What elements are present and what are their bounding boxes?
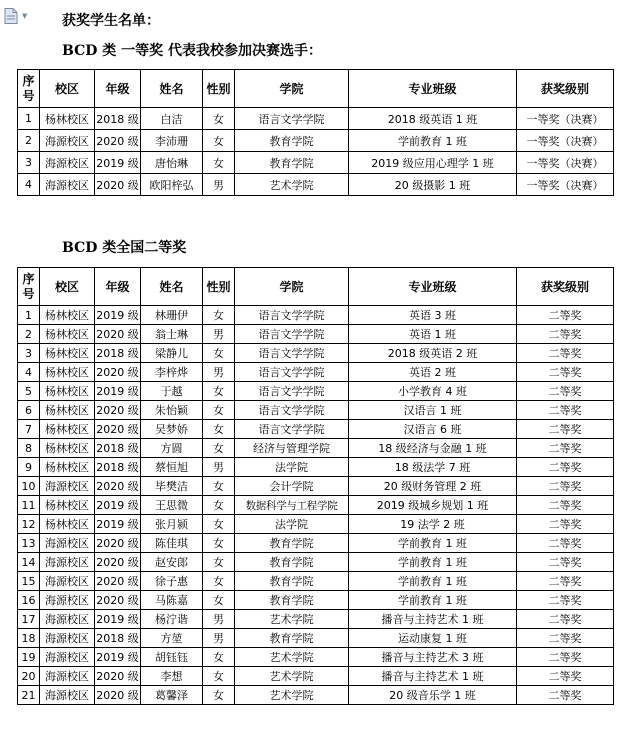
cell-name: 于越 xyxy=(141,382,203,401)
cell-campus: 杨林校区 xyxy=(40,306,95,325)
table-row xyxy=(18,534,614,553)
cell-major-class: 英语 3 班 xyxy=(349,306,517,325)
cell-major-class: 20 级摄影 1 班 xyxy=(349,174,517,196)
cell-grade: 2020 级 xyxy=(95,667,141,686)
cell-name: 唐怡琳 xyxy=(141,152,203,174)
cell-name: 朱怡颖 xyxy=(141,401,203,420)
cell-gender: 女 xyxy=(203,648,235,667)
table-row xyxy=(18,572,614,591)
cell-grade: 2020 级 xyxy=(95,572,141,591)
cell-campus: 海源校区 xyxy=(40,610,95,629)
cell-seq: 9 xyxy=(18,458,40,477)
cell-grade: 2018 级 xyxy=(95,439,141,458)
header-seq: 序 号 xyxy=(18,70,40,108)
cell-campus: 杨林校区 xyxy=(40,325,95,344)
cell-seq: 4 xyxy=(18,363,40,382)
cell-gender: 男 xyxy=(203,363,235,382)
cell-campus: 杨林校区 xyxy=(40,401,95,420)
cell-award-level: 二等奖 xyxy=(517,667,614,686)
cell-name: 吴梦娇 xyxy=(141,420,203,439)
cell-major-class: 播音与主持艺术 1 班 xyxy=(349,667,517,686)
cell-award-level: 二等奖 xyxy=(517,420,614,439)
header-award-level: 获奖级别 xyxy=(517,70,614,108)
cell-college: 语言文学学院 xyxy=(235,325,349,344)
cell-major-class: 20 级财务管理 2 班 xyxy=(349,477,517,496)
cell-gender: 女 xyxy=(203,496,235,515)
table-header-row xyxy=(18,268,614,306)
table-row xyxy=(18,591,614,610)
cell-seq: 11 xyxy=(18,496,40,515)
cell-award-level: 二等奖 xyxy=(517,363,614,382)
table-row xyxy=(18,130,614,152)
cell-campus: 海源校区 xyxy=(40,648,95,667)
cell-college: 教育学院 xyxy=(235,572,349,591)
cell-campus: 杨林校区 xyxy=(40,363,95,382)
cell-name: 李梓烨 xyxy=(141,363,203,382)
cell-seq: 4 xyxy=(18,174,40,196)
page-title: 获奖学生名单： xyxy=(62,13,160,29)
cell-college: 语言文学学院 xyxy=(235,420,349,439)
cell-gender: 女 xyxy=(203,439,235,458)
cell-name: 王思微 xyxy=(141,496,203,515)
cell-campus: 海源校区 xyxy=(40,629,95,648)
cell-major-class: 2018 级英语 2 班 xyxy=(349,344,517,363)
cell-seq: 5 xyxy=(18,382,40,401)
cell-college: 语言文学学院 xyxy=(235,401,349,420)
cell-grade: 2019 级 xyxy=(95,648,141,667)
section-title-first-prize: BCD 类 一等奖 代表我校参加决赛选手： xyxy=(62,43,322,59)
cell-college: 法学院 xyxy=(235,515,349,534)
cell-gender: 女 xyxy=(203,591,235,610)
cell-gender: 男 xyxy=(203,610,235,629)
table-header-row xyxy=(18,70,614,108)
cell-campus: 杨林校区 xyxy=(40,439,95,458)
document-icon[interactable] xyxy=(4,8,18,24)
table-row xyxy=(18,152,614,174)
cell-seq: 2 xyxy=(18,325,40,344)
table-row xyxy=(18,174,614,196)
cell-gender: 女 xyxy=(203,420,235,439)
header-gender: 性别 xyxy=(203,70,235,108)
cell-grade: 2019 级 xyxy=(95,515,141,534)
cell-gender: 男 xyxy=(203,325,235,344)
table-row xyxy=(18,108,614,130)
table-row xyxy=(18,553,614,572)
table-row xyxy=(18,401,614,420)
cell-name: 白洁 xyxy=(141,108,203,130)
table-row xyxy=(18,629,614,648)
cell-major-class: 2018 级英语 1 班 xyxy=(349,108,517,130)
table-row xyxy=(18,477,614,496)
cell-campus: 杨林校区 xyxy=(40,496,95,515)
cell-gender: 女 xyxy=(203,572,235,591)
cell-grade: 2020 级 xyxy=(95,401,141,420)
header-major-class: 专业班级 xyxy=(349,268,517,306)
cell-grade: 2018 级 xyxy=(95,458,141,477)
cell-name: 梁静儿 xyxy=(141,344,203,363)
cell-seq: 15 xyxy=(18,572,40,591)
header-college: 学院 xyxy=(235,70,349,108)
cell-college: 语言文学学院 xyxy=(235,344,349,363)
cell-gender: 男 xyxy=(203,629,235,648)
cell-campus: 海源校区 xyxy=(40,477,95,496)
cell-major-class: 小学教育 4 班 xyxy=(349,382,517,401)
table-row xyxy=(18,439,614,458)
cell-grade: 2019 级 xyxy=(95,306,141,325)
table-row xyxy=(18,363,614,382)
cell-major-class: 学前教育 1 班 xyxy=(349,591,517,610)
cell-seq: 12 xyxy=(18,515,40,534)
cell-gender: 女 xyxy=(203,306,235,325)
cell-gender: 女 xyxy=(203,515,235,534)
cell-college: 数据科学与工程学院 xyxy=(235,496,349,515)
header-name: 姓名 xyxy=(141,70,203,108)
cell-name: 毕樊洁 xyxy=(141,477,203,496)
cell-seq: 13 xyxy=(18,534,40,553)
cell-gender: 女 xyxy=(203,667,235,686)
cell-campus: 海源校区 xyxy=(40,152,95,174)
cell-gender: 女 xyxy=(203,344,235,363)
cell-award-level: 二等奖 xyxy=(517,610,614,629)
cell-major-class: 英语 2 班 xyxy=(349,363,517,382)
cell-major-class: 学前教育 1 班 xyxy=(349,572,517,591)
cell-college: 艺术学院 xyxy=(235,174,349,196)
cell-seq: 10 xyxy=(18,477,40,496)
cell-name: 翁士琳 xyxy=(141,325,203,344)
cell-grade: 2020 级 xyxy=(95,534,141,553)
cell-seq: 6 xyxy=(18,401,40,420)
cell-college: 语言文学学院 xyxy=(235,382,349,401)
cell-award-level: 二等奖 xyxy=(517,572,614,591)
cell-seq: 1 xyxy=(18,108,40,130)
cell-seq: 16 xyxy=(18,591,40,610)
cell-college: 经济与管理学院 xyxy=(235,439,349,458)
cell-gender: 女 xyxy=(203,130,235,152)
cell-name: 欧阳梓弘 xyxy=(141,174,203,196)
table-row xyxy=(18,420,614,439)
table-row xyxy=(18,496,614,515)
cell-major-class: 2019 级城乡规划 1 班 xyxy=(349,496,517,515)
cell-college: 法学院 xyxy=(235,458,349,477)
cell-college: 语言文学学院 xyxy=(235,108,349,130)
cell-award-level: 二等奖 xyxy=(517,458,614,477)
cell-award-level: 二等奖 xyxy=(517,591,614,610)
cell-seq: 2 xyxy=(18,130,40,152)
chevron-down-icon[interactable]: ▼ xyxy=(22,12,28,20)
cell-name: 胡钰钰 xyxy=(141,648,203,667)
cell-campus: 海源校区 xyxy=(40,174,95,196)
table-row xyxy=(18,306,614,325)
cell-seq: 1 xyxy=(18,306,40,325)
cell-major-class: 18 级法学 7 班 xyxy=(349,458,517,477)
cell-campus: 海源校区 xyxy=(40,686,95,705)
cell-name: 杨泞谐 xyxy=(141,610,203,629)
cell-grade: 2020 级 xyxy=(95,130,141,152)
cell-major-class: 播音与主持艺术 3 班 xyxy=(349,648,517,667)
second-prize-table xyxy=(17,267,614,705)
cell-campus: 海源校区 xyxy=(40,553,95,572)
cell-award-level: 二等奖 xyxy=(517,306,614,325)
cell-gender: 男 xyxy=(203,174,235,196)
cell-award-level: 二等奖 xyxy=(517,515,614,534)
cell-major-class: 播音与主持艺术 1 班 xyxy=(349,610,517,629)
cell-grade: 2019 级 xyxy=(95,382,141,401)
cell-campus: 杨林校区 xyxy=(40,458,95,477)
cell-award-level: 二等奖 xyxy=(517,439,614,458)
table-row xyxy=(18,325,614,344)
cell-major-class: 学前教育 1 班 xyxy=(349,553,517,572)
cell-college: 教育学院 xyxy=(235,152,349,174)
cell-grade: 2020 级 xyxy=(95,325,141,344)
cell-major-class: 18 级经济与金融 1 班 xyxy=(349,439,517,458)
header-grade: 年级 xyxy=(95,70,141,108)
cell-major-class: 学前教育 1 班 xyxy=(349,130,517,152)
cell-campus: 海源校区 xyxy=(40,667,95,686)
cell-seq: 14 xyxy=(18,553,40,572)
cell-campus: 杨林校区 xyxy=(40,515,95,534)
cell-grade: 2020 级 xyxy=(95,477,141,496)
cell-award-level: 二等奖 xyxy=(517,534,614,553)
cell-gender: 女 xyxy=(203,686,235,705)
cell-award-level: 二等奖 xyxy=(517,401,614,420)
cell-major-class: 运动康复 1 班 xyxy=(349,629,517,648)
cell-campus: 杨林校区 xyxy=(40,382,95,401)
cell-gender: 女 xyxy=(203,477,235,496)
cell-gender: 女 xyxy=(203,152,235,174)
cell-award-level: 二等奖 xyxy=(517,686,614,705)
cell-major-class: 英语 1 班 xyxy=(349,325,517,344)
header-campus: 校区 xyxy=(40,268,95,306)
cell-award-level: 一等奖（决赛） xyxy=(517,130,614,152)
cell-major-class: 汉语言 6 班 xyxy=(349,420,517,439)
cell-grade: 2020 级 xyxy=(95,174,141,196)
cell-seq: 19 xyxy=(18,648,40,667)
cell-college: 教育学院 xyxy=(235,130,349,152)
header-college: 学院 xyxy=(235,268,349,306)
cell-award-level: 一等奖（决赛） xyxy=(517,108,614,130)
section-title-second-prize: BCD 类全国二等奖 xyxy=(62,240,187,256)
cell-grade: 2020 级 xyxy=(95,591,141,610)
cell-seq: 17 xyxy=(18,610,40,629)
cell-gender: 女 xyxy=(203,553,235,572)
cell-name: 李沛珊 xyxy=(141,130,203,152)
cell-award-level: 二等奖 xyxy=(517,382,614,401)
table-row xyxy=(18,344,614,363)
table-row xyxy=(18,667,614,686)
cell-grade: 2018 级 xyxy=(95,629,141,648)
cell-name: 马陈嘉 xyxy=(141,591,203,610)
table-row xyxy=(18,648,614,667)
header-name: 姓名 xyxy=(141,268,203,306)
cell-campus: 杨林校区 xyxy=(40,108,95,130)
header-award-level: 获奖级别 xyxy=(517,268,614,306)
cell-grade: 2020 级 xyxy=(95,553,141,572)
header-campus: 校区 xyxy=(40,70,95,108)
cell-gender: 女 xyxy=(203,382,235,401)
cell-award-level: 二等奖 xyxy=(517,477,614,496)
cell-seq: 7 xyxy=(18,420,40,439)
cell-name: 葛馨泽 xyxy=(141,686,203,705)
cell-award-level: 一等奖（决赛） xyxy=(517,152,614,174)
header-major-class: 专业班级 xyxy=(349,70,517,108)
table-row xyxy=(18,686,614,705)
cell-award-level: 二等奖 xyxy=(517,629,614,648)
cell-college: 教育学院 xyxy=(235,591,349,610)
cell-grade: 2020 级 xyxy=(95,363,141,382)
header-gender: 性别 xyxy=(203,268,235,306)
table-row xyxy=(18,515,614,534)
table-row xyxy=(18,382,614,401)
cell-award-level: 一等奖（决赛） xyxy=(517,174,614,196)
cell-grade: 2019 级 xyxy=(95,610,141,629)
cell-name: 蔡恒旭 xyxy=(141,458,203,477)
cell-name: 陈佳琪 xyxy=(141,534,203,553)
cell-college: 语言文学学院 xyxy=(235,306,349,325)
cell-gender: 女 xyxy=(203,401,235,420)
table-row xyxy=(18,610,614,629)
cell-college: 艺术学院 xyxy=(235,648,349,667)
cell-gender: 女 xyxy=(203,108,235,130)
cell-grade: 2019 级 xyxy=(95,152,141,174)
cell-name: 李想 xyxy=(141,667,203,686)
cell-college: 艺术学院 xyxy=(235,667,349,686)
cell-name: 张月颍 xyxy=(141,515,203,534)
table-row xyxy=(18,458,614,477)
cell-major-class: 汉语言 1 班 xyxy=(349,401,517,420)
cell-seq: 8 xyxy=(18,439,40,458)
cell-name: 方堃 xyxy=(141,629,203,648)
cell-campus: 杨林校区 xyxy=(40,420,95,439)
cell-name: 林珊伊 xyxy=(141,306,203,325)
cell-award-level: 二等奖 xyxy=(517,325,614,344)
cell-college: 会计学院 xyxy=(235,477,349,496)
cell-gender: 男 xyxy=(203,458,235,477)
cell-college: 艺术学院 xyxy=(235,610,349,629)
cell-campus: 海源校区 xyxy=(40,572,95,591)
cell-college: 教育学院 xyxy=(235,629,349,648)
cell-grade: 2019 级 xyxy=(95,496,141,515)
cell-campus: 海源校区 xyxy=(40,130,95,152)
cell-campus: 杨林校区 xyxy=(40,344,95,363)
cell-name: 徐子惠 xyxy=(141,572,203,591)
cell-campus: 海源校区 xyxy=(40,591,95,610)
header-grade: 年级 xyxy=(95,268,141,306)
cell-college: 教育学院 xyxy=(235,553,349,572)
cell-seq: 3 xyxy=(18,344,40,363)
cell-name: 赵安郎 xyxy=(141,553,203,572)
cell-college: 教育学院 xyxy=(235,534,349,553)
cell-seq: 20 xyxy=(18,667,40,686)
cell-award-level: 二等奖 xyxy=(517,496,614,515)
cell-name: 方圆 xyxy=(141,439,203,458)
cell-major-class: 19 法学 2 班 xyxy=(349,515,517,534)
first-prize-table xyxy=(17,69,614,196)
cell-grade: 2018 级 xyxy=(95,108,141,130)
cell-grade: 2018 级 xyxy=(95,344,141,363)
cell-seq: 21 xyxy=(18,686,40,705)
cell-grade: 2020 级 xyxy=(95,420,141,439)
cell-campus: 海源校区 xyxy=(40,534,95,553)
cell-gender: 女 xyxy=(203,534,235,553)
cell-award-level: 二等奖 xyxy=(517,648,614,667)
cell-seq: 3 xyxy=(18,152,40,174)
cell-award-level: 二等奖 xyxy=(517,344,614,363)
cell-college: 语言文学学院 xyxy=(235,363,349,382)
cell-major-class: 2019 级应用心理学 1 班 xyxy=(349,152,517,174)
cell-grade: 2020 级 xyxy=(95,686,141,705)
cell-major-class: 学前教育 1 班 xyxy=(349,534,517,553)
cell-award-level: 二等奖 xyxy=(517,553,614,572)
header-seq: 序 号 xyxy=(18,268,40,306)
cell-major-class: 20 级音乐学 1 班 xyxy=(349,686,517,705)
cell-seq: 18 xyxy=(18,629,40,648)
cell-college: 艺术学院 xyxy=(235,686,349,705)
